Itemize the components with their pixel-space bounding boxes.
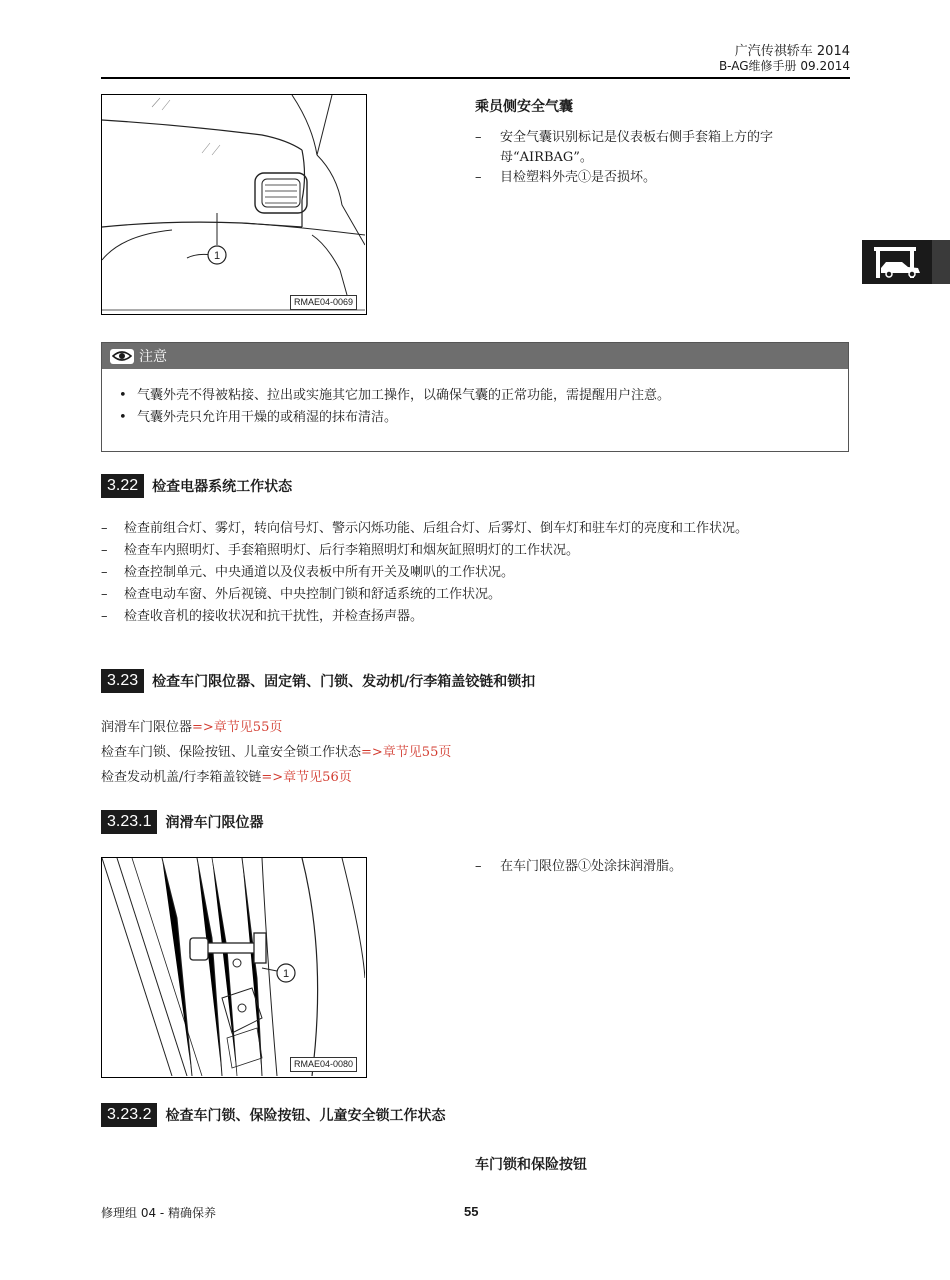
airbag-list [475,128,845,188]
note-title: 注意 [139,349,167,365]
figure-code: RMAE04-0080 [290,1057,357,1072]
cross-reference: 检查发动机盖/行李箱盖铰链=>章节见56页 [101,770,352,785]
list-item: – 检查前组合灯、雾灯，转向信号灯、警示闪烁功能、后组合灯、后雾灯、倒车灯和驻车灯的亮度和工作状况。 [101,521,749,536]
section-number: 3.22 [101,474,144,498]
note-item: • 气囊外壳不得被粘接、拉出或实施其它加工操作，以确保气囊的正常功能，需提醒用户注意。 [119,388,671,403]
page-link[interactable]: =>章节见56页 [261,770,352,785]
list-item: – 检查车内照明灯、手套箱照明灯、后行李箱照明灯和烟灰缸照明灯的工作状况。 [101,543,580,558]
door-check-illustration [102,858,365,1076]
section-number: 3.23.2 [101,1103,157,1127]
figure-callout: 1 [213,250,221,262]
cross-reference: 检查车门锁、保险按钮、儿童安全锁工作状态=>章节见55页 [101,745,452,760]
section-heading-3-23 [101,669,535,693]
document-title: 广汽传祺轿车 2014 [734,44,850,59]
footer-repair-group: 修理组 04 - 精确保养 [101,1206,217,1220]
door-lock-subheading: 车门锁和保险按钮 [475,1157,587,1173]
list-item: – 检查收音机的接收状况和抗干扰性，并检查扬声器。 [101,609,424,624]
page-link[interactable]: =>章节见55页 [192,720,283,735]
section-number: 3.23 [101,669,144,693]
section-heading-3-23-1 [101,810,263,834]
section-title: 检查电器系统工作状态 [152,479,293,495]
note-header [102,343,848,369]
note-body [102,369,848,429]
airbag-figure [101,94,367,315]
page-number: 55 [464,1204,479,1219]
chapter-tab [862,240,950,284]
caution-note [101,342,849,452]
door-check-figure [101,857,367,1078]
section-heading-3-22 [101,474,292,498]
section-title: 润滑车门限位器 [165,815,264,831]
section-number: 3.23.1 [101,810,157,834]
list-item: – 检查电动车窗、外后视镜、中央控制门锁和舒适系统的工作状况。 [101,587,502,602]
note-item: • 气囊外壳只允许用干燥的或稍湿的抹布清洁。 [119,410,398,425]
cross-reference: 润滑车门限位器=>章节见55页 [101,720,283,735]
figure-callout: 1 [282,968,290,980]
list-item: – 在车门限位器①处涂抹润滑脂。 [475,859,683,874]
figure-code: RMAE04-0069 [290,295,357,310]
door-check-list [475,857,845,877]
list-item: – 安全气囊识别标记是仪表板右侧手套箱上方的字母“AIRBAG”。 [475,130,774,165]
dashboard-illustration [102,95,365,313]
page-link[interactable]: =>章节见55页 [361,745,452,760]
list-item: – 目检塑料外壳①是否损坏。 [475,170,657,185]
eye-icon [110,349,134,364]
electrical-check-list [101,518,846,628]
list-item: – 检查控制单元、中央通道以及仪表板中所有开关及喇叭的工作状况。 [101,565,515,580]
section-heading-3-23-2 [101,1103,445,1127]
header-divider [101,77,850,79]
section-title: 检查车门锁、保险按钮、儿童安全锁工作状态 [165,1108,446,1124]
section-title: 检查车门限位器、固定销、门锁、发动机/行李箱盖铰链和锁扣 [152,674,536,690]
manual-edition: B-AG维修手册 09.2014 [718,59,850,73]
airbag-heading: 乘员侧安全气囊 [475,99,573,115]
cross-reference-list [101,715,451,790]
car-lift-icon [862,240,950,284]
